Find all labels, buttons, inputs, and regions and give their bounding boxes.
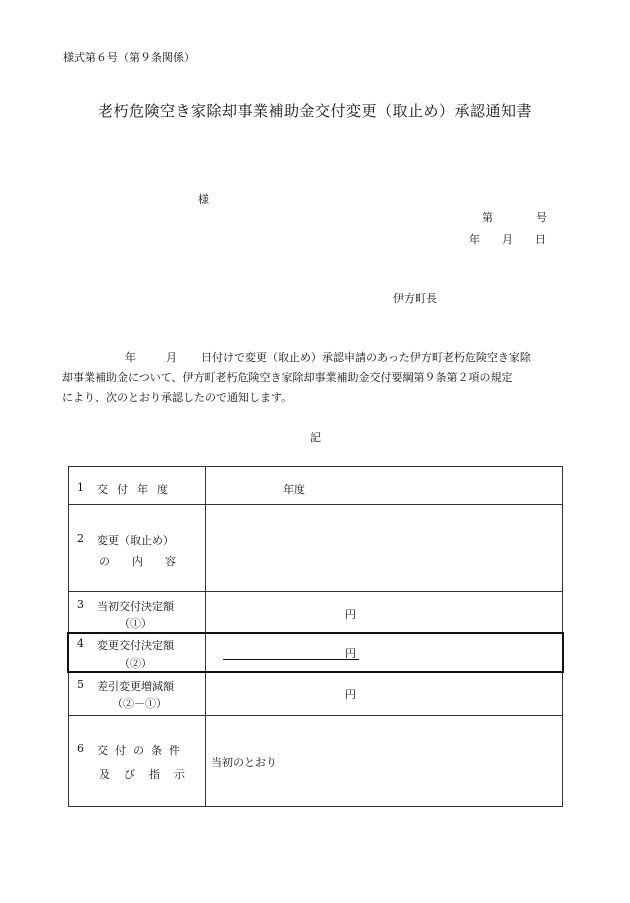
- date-year: 年: [469, 233, 480, 246]
- ki-heading: 記: [310, 431, 321, 444]
- document-date: [469, 231, 546, 247]
- date-month: 月: [502, 233, 513, 246]
- detail-table: [68, 466, 563, 807]
- document-number-suffix: 号: [536, 211, 547, 224]
- table-divider: [69, 591, 562, 592]
- row-1-value: 年度: [283, 483, 305, 496]
- table-divider: [69, 504, 562, 505]
- row-6-number: 6: [77, 742, 84, 755]
- row-6-value: 当初のとおり: [211, 756, 277, 769]
- row-3-label-line1: 当初交付決定額: [97, 600, 174, 613]
- body-line-3: により、次のとおり承認したので通知します。: [62, 391, 293, 404]
- page-title: 老朽危険空き家除却事業補助金交付変更（取止め）承認通知書: [97, 102, 532, 120]
- row-3-label-line2: （①）: [119, 617, 152, 630]
- row-1-label: 交付年度: [97, 483, 177, 496]
- row-1-number: 1: [77, 481, 84, 494]
- row-5-label-line2: （②－①）: [112, 697, 167, 710]
- row-5-label-line1: 差引変更増減額: [97, 680, 174, 693]
- row-2-label-line1: 変更（取止め）: [97, 534, 174, 547]
- row-5-value: 円: [345, 688, 356, 701]
- row-4-value: 円: [345, 647, 356, 660]
- table-divider: [69, 715, 562, 716]
- document-number-prefix: 第: [482, 211, 493, 224]
- row-4-underline: [223, 659, 359, 660]
- date-day: 日: [535, 233, 546, 246]
- row-5-number: 5: [77, 678, 84, 691]
- row-3-number: 3: [77, 598, 84, 611]
- form-number: 様式第６号（第９条関係）: [63, 51, 195, 64]
- row-3-value: 円: [345, 608, 356, 621]
- body-line-1: [83, 348, 563, 368]
- body-year: 年: [125, 351, 136, 364]
- body-text: [62, 348, 563, 408]
- row-6-label-line1: 交付の条件: [97, 744, 187, 757]
- body-line-1-rest: 日付けで変更（取止め）承認申請のあった伊方町老朽危険空き家除: [201, 351, 531, 364]
- row-2-number: 2: [77, 532, 84, 545]
- row-4-label-line1: 変更交付決定額: [97, 639, 174, 652]
- row-4-label-line2: （②）: [119, 657, 152, 670]
- body-month: 月: [166, 351, 177, 364]
- issuer-name: 伊方町長: [393, 292, 437, 305]
- row-4-number: 4: [77, 637, 84, 650]
- row-2-label-line2: の内容: [99, 555, 198, 568]
- recipient-honorific: 様: [198, 193, 209, 206]
- body-line-2: 却事業補助金について、伊方町老朽危険空き家除却事業補助金交付要綱第９条第２項の規定: [62, 371, 513, 384]
- document-number: [482, 209, 547, 225]
- row-6-label-line2: 及び指示: [99, 768, 199, 781]
